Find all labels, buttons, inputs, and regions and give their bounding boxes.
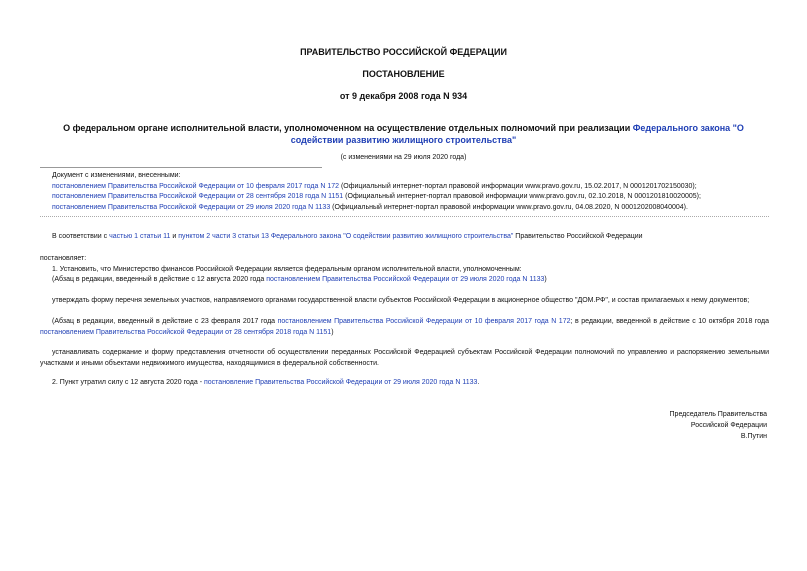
item-2-link[interactable]: постановление Правительства Российской Федерации от 29 июля 2020 года N 1133: [203, 379, 478, 386]
signature-block: [670, 409, 767, 442]
preamble-text: и: [170, 233, 179, 240]
note-link-2018[interactable]: постановлением Правительства Российской Федерации от 28 сентября 2018 года N 1151: [40, 328, 332, 336]
signature-country: Российской Федерации: [690, 422, 767, 429]
preamble-text: В соответствии с: [52, 233, 110, 240]
document-type: ПОСТАНОВЛЕНИЕ: [362, 69, 445, 79]
law-article-link[interactable]: частью 1 статьи 11: [109, 233, 171, 240]
document-date-number: от 9 декабря 2008 года N 934: [339, 91, 468, 101]
note-text: ): [544, 276, 547, 283]
note-text: (Абзац в редакции, введенный в действие с 12 августа 2020 года: [52, 276, 267, 283]
resolves-word: постановляет:: [40, 255, 87, 262]
amendments-top-rule: [40, 167, 322, 168]
amendments-heading: Документ с изменениями, внесенными:: [52, 172, 181, 179]
amendment-item: [52, 182, 792, 193]
preamble-text: Правительство Российской Федерации: [513, 233, 643, 240]
amendments-block: [52, 171, 792, 213]
law-clause-link[interactable]: пунктом 2 части 3 статьи 13 Федерального закона "О содействии развитию жилищного строительства": [178, 233, 514, 240]
item-2-text: .: [477, 379, 480, 386]
approve-paragraph: утверждать форму перечня земельных участков, направляемого органами государственной власти субъектов Российской Федерации в акционерное общество "ДОМ.РФ", и состав прилагаемых к нему документов;: [52, 297, 750, 304]
edit-note-1: [40, 275, 769, 286]
item-2-text: 2. Пункт утратил силу с 12 августа 2020 года -: [52, 379, 204, 386]
edit-note-2: [40, 317, 769, 338]
item-1: 1. Установить, что Министерство финансов Российской Федерации является федеральным органом исполнительной власти, уполномоченным:: [52, 266, 522, 273]
signature-position: Председатель Правительства: [669, 411, 767, 418]
changes-note: (с изменениями на 29 июля 2020 года): [340, 154, 467, 161]
amendment-source: (Официальный интернет-портал правовой информации www.pravo.gov.ru, 04.08.2020, N 0001202008040004).: [330, 203, 688, 211]
amendment-link-2018[interactable]: постановлением Правительства Российской Федерации от 28 сентября 2018 года N 1151: [52, 193, 344, 200]
amendment-source: (Официальный интернет-портал правовой информации www.pravo.gov.ru, 02.10.2018, N 0001201810020005);: [343, 193, 701, 200]
establish-paragraph: устанавливать содержание и форму представления отчетности об осуществлении переданных Российской Федерацией субъектам Российской Федерации полномочий по управлению и распоряжению земельными участками и иными объектами недвижимого имущества, находящимися в федеральной собственности.: [40, 349, 769, 367]
government-name: ПРАВИТЕЛЬСТВО РОССИЙСКОЙ ФЕДЕРАЦИИ: [300, 47, 507, 57]
note-text: ; в редакции, введенной в действие с 10 октября 2018 года: [570, 318, 769, 325]
note-text: ): [331, 328, 334, 336]
amendment-source: (Официальный интернет-портал правовой информации www.pravo.gov.ru, 15.02.2017, N 0001201702150030);: [339, 182, 697, 190]
note-link-2020[interactable]: постановлением Правительства Российской Федерации от 29 июля 2020 года N 1133: [266, 276, 545, 283]
amendment-link-2017[interactable]: постановлением Правительства Российской Федерации от 10 февраля 2017 года N 172: [52, 182, 339, 190]
document-title: [40, 122, 767, 146]
note-link-2017[interactable]: постановлением Правительства Российской Федерации от 10 февраля 2017 года N 172: [277, 318, 571, 325]
item-2: [40, 378, 769, 389]
amendment-item: [52, 192, 792, 203]
title-text: О федеральном органе исполнительной власти, уполномоченном на осуществление отдельных полномочий при реализации: [63, 123, 633, 133]
preamble-paragraph: [40, 232, 769, 243]
federal-law-link[interactable]: Федерального закона "О содействии развитию жилищного строительства": [290, 123, 744, 145]
amendments-bottom-rule: [40, 216, 769, 217]
amendment-item: [52, 203, 792, 214]
note-text: (Абзац в редакции, введенный в действие с 23 февраля 2017 года: [52, 318, 278, 325]
amendment-link-2020[interactable]: постановлением Правительства Российской Федерации от 29 июля 2020 года N 1133: [52, 203, 331, 211]
signature-name: В.Путин: [740, 433, 767, 440]
